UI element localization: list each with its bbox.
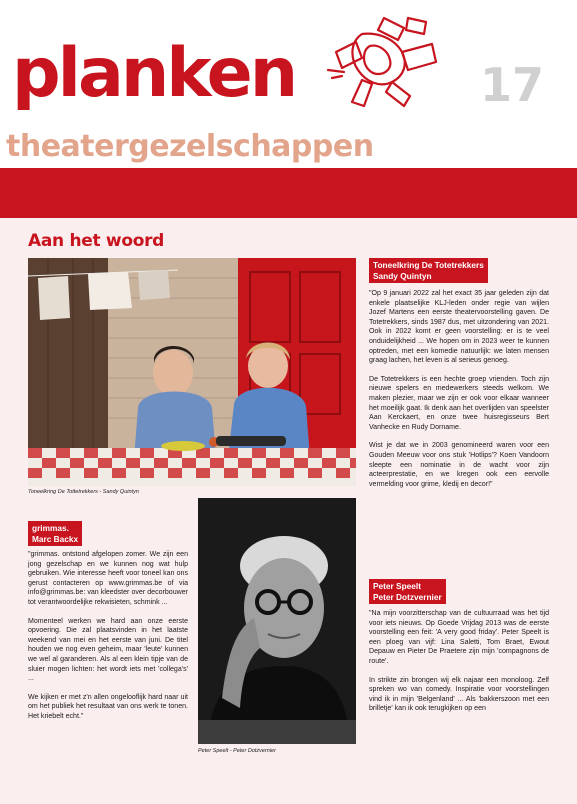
- grimmas-tag: [28, 521, 82, 546]
- paragraph: De Totetrekkers is een hechte groep vrienden. Toch zijn nieuwe spelers en medewerkers steeds welkom. We maken plezier, maar we zijn er ook voor elkaar wanneer het moeilijk gaat. Ik denk aan het overlijden van speelster Aan Kerckaert, en onze twee huisregisseurs Bert Vanhecke en Rudy Dorname.: [369, 375, 549, 431]
- paragraph: Wist je dat we in 2003 genomineerd waren voor een Gouden Meeuw voor ons stuk 'Hotlips'? Koen Vandoorn sleepte een nominatie in de wacht voor zijn acteerprestatie, en we kregen ook een eervolle vermelding voor grime, kledij en decor!": [369, 442, 549, 488]
- tag-author: Sandy Quintyn: [373, 270, 432, 281]
- paragraph: "grimmas. ontstond afgelopen zomer. We zijn een jong gezelschap en we kunnen nog wat hulp gebruiken. Wie interesse heeft voor toneel kan ons gerust contacteren op www.grimmas.be of via info@grimmas.be: van kleedster over decorbouwer tot verantwoordelijke rekwisieten, schmink ...: [28, 551, 188, 606]
- tag-author: Marc Backx: [32, 533, 79, 544]
- paragraph: "Na mijn voorzitterschap van de cultuurraad was het tijd voor iets nieuws. Op Goede Vrijdag 2013 was de eerste voorstelling een feit: 'A very good friday'. Peter Speelt is een ploeg van vijf: Lina Saletti, Tom Braet, Ewout Depauw en Pieter De Praetere zijn mijn 'compagnons de route'.: [369, 610, 549, 665]
- peter-speelt-text: [369, 609, 549, 723]
- paragraph: We kijken er met z'n allen ongelooflijk hard naar uit om het publiek het resultaat van ons werk te tonen. Het kriebelt echt.": [28, 693, 188, 720]
- section-heading: Aan het woord: [28, 231, 165, 251]
- tag-title: Peter Speelt: [373, 581, 421, 591]
- peter-speelt-tag: [369, 579, 446, 604]
- paragraph: Momenteel werken we hard aan onze eerste opvoering. Die zal plaatsvinden in het laatste weekend van mei en het eerste van juni. De titel houden we nog even geheim, maar 'leute' kunnen we wel al garanderen. Als al een klein tipje van de sluier mogen lichten: het wordt iets met 'collega's' ...: [28, 617, 188, 683]
- portrait-photo: [198, 498, 356, 744]
- page-number: 17: [480, 58, 545, 112]
- tag-title: Toneelkring De Totetrekkers: [373, 260, 484, 270]
- theatre-scene-photo: [28, 258, 356, 486]
- magazine-subtitle: theatergezelschappen: [6, 129, 374, 164]
- totetrekkers-tag: [369, 258, 488, 283]
- photo-caption-bottom: Peter Speelt - Peter Dotzvernier: [198, 748, 276, 754]
- paragraph: In strikte zin brongen wij elk najaar een monoloog. Zelf spreken wo van comedy. Inspiratie voor voorstellingen vind ik in mijn 'Belgenland' ... Als 'bakkerszoon met een brilletje' kan ik ook terugkijken op een: [369, 676, 549, 713]
- spotlight-icon: [322, 12, 452, 127]
- paragraph: "Op 9 januari 2022 zal het exact 35 jaar geleden zijn dat enkele plaatselijke KLJ-leden onder regie van wijlen Jozef Martens een eerste theatervoorstelling gaven. De Totetrekkers, sinds 1987 dus, met uitzondering van 2021. Ook in 2022 komt er geen voorstelling: er is te veel onduidelijkheid ... We hopen om in 2023 weer te kunnen optreden, met een komedie natuurlijk: we laten mensen graag lachen, het leven is al serieus genoeg.: [369, 290, 549, 365]
- red-header-band: [0, 168, 577, 218]
- magazine-title: planken: [12, 34, 296, 113]
- tag-title: grimmas.: [32, 523, 69, 533]
- photo-caption-top: Toneelkring De Tottetrekkers - Sandy Quintyn: [28, 489, 139, 495]
- tag-author: Peter Dotzvernier: [373, 591, 442, 602]
- grimmas-text: [28, 550, 188, 731]
- totetrekkers-text: [369, 289, 549, 498]
